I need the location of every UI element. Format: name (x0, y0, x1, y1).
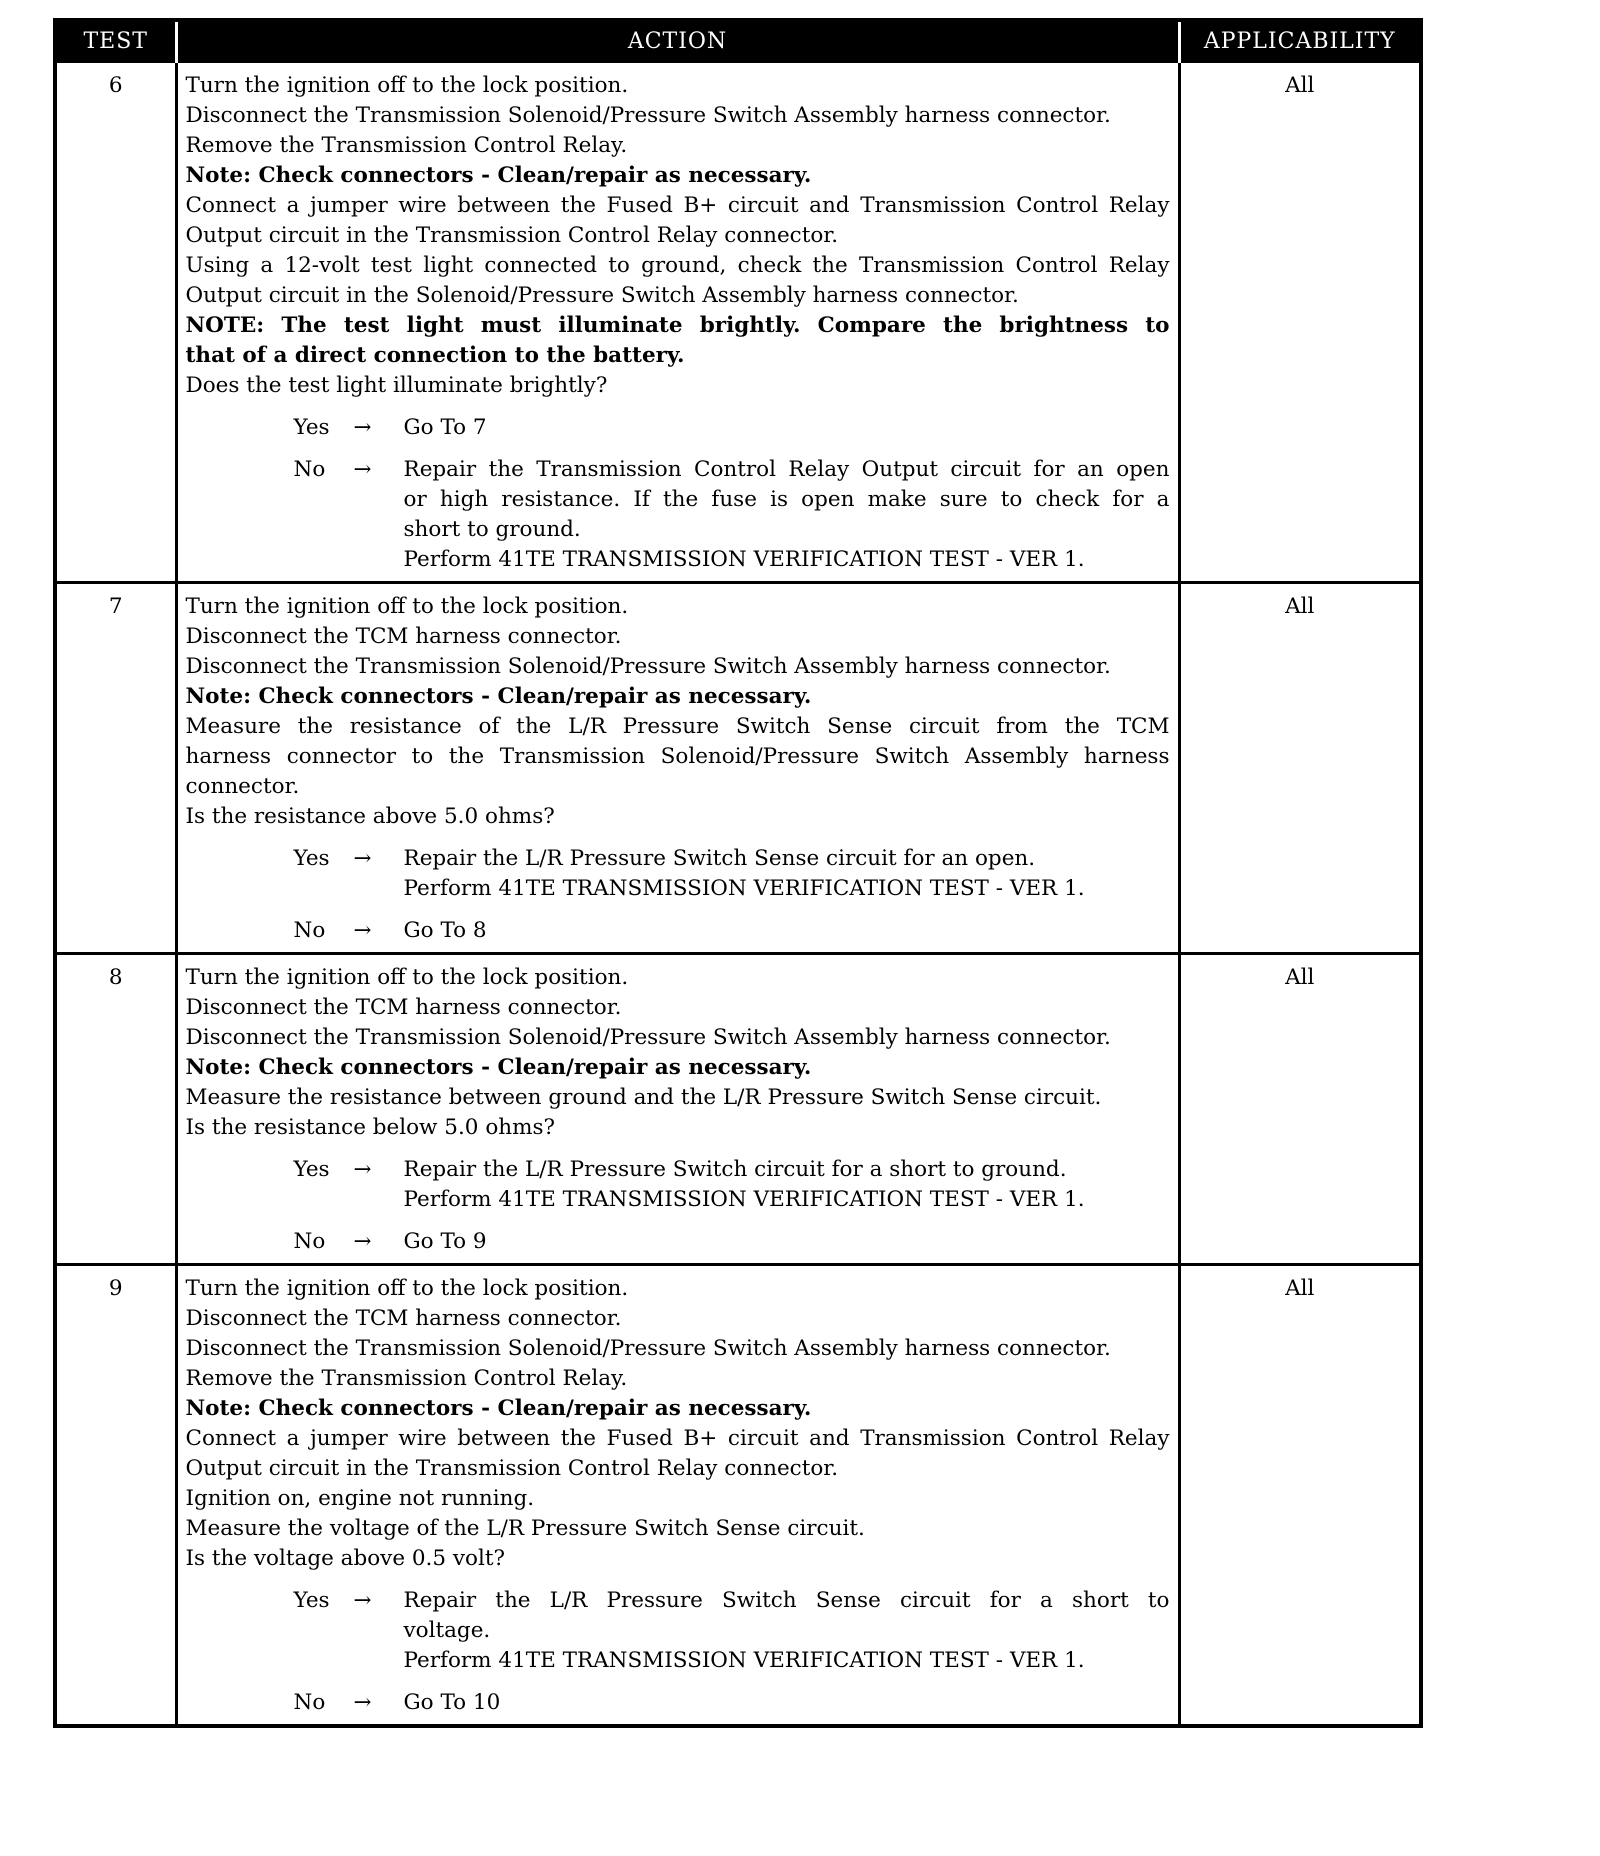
answer-text: Repair the L/R Pressure Switch Sense circuit for an open. (403, 846, 1036, 871)
arrow-right-icon: → (353, 846, 372, 871)
header-row (55, 20, 1421, 62)
action-step: Ignition on, engine not running. (185, 1486, 535, 1511)
action-step: Remove the Transmission Control Relay. (185, 133, 628, 158)
action-note: Note: Check connectors - Clean/repair as necessary. (185, 1396, 812, 1421)
applicability-cell: All (1179, 1265, 1421, 1727)
answer-body (404, 1688, 1170, 1718)
action-note: Note: Check connectors - Clean/repair as necessary. (185, 1055, 812, 1080)
answer-text: Perform 41TE TRANSMISSION VERIFICATION TEST - VER 1. (403, 547, 1085, 572)
answer-text: or high resistance. If the fuse is open make sure to check for a (403, 487, 1170, 512)
action-step: Measure the resistance of the L/R Pressure Switch Sense circuit from the TCM (185, 714, 1170, 739)
table-row (55, 954, 1421, 1265)
answer-text: Go To 8 (403, 918, 487, 943)
answer-label: No (293, 1690, 326, 1715)
answer-text: Go To 10 (403, 1690, 501, 1715)
answer-body (404, 916, 1170, 946)
action-note: NOTE: The test light must illuminate brightly. Compare the brightness to (185, 313, 1170, 338)
applicability-cell: All (1179, 954, 1421, 1265)
answer-no (294, 916, 1170, 946)
arrow-right-icon: → (353, 918, 372, 943)
answer-text: Perform 41TE TRANSMISSION VERIFICATION TEST - VER 1. (403, 876, 1085, 901)
action-step: Connect a jumper wire between the Fused B+ circuit and Transmission Control Relay (185, 1426, 1170, 1451)
action-cell (176, 583, 1179, 954)
table-row (55, 1265, 1421, 1727)
answer-body (404, 413, 1170, 443)
answer-text: Go To 9 (403, 1229, 487, 1254)
answer-text: voltage. (403, 1618, 491, 1643)
action-step: Measure the resistance between ground and the L/R Pressure Switch Sense circuit. (185, 1085, 1102, 1110)
action-step: Output circuit in the Transmission Control Relay connector. (185, 1456, 839, 1481)
answer-text: Go To 7 (403, 415, 487, 440)
test-number: 9 (55, 1265, 176, 1727)
answer-yes (294, 844, 1170, 904)
answer-text: Repair the Transmission Control Relay Output circuit for an open (403, 457, 1170, 482)
arrow-right-icon: → (353, 1588, 372, 1613)
answer-text: short to ground. (403, 517, 581, 542)
applicability-cell: All (1179, 62, 1421, 583)
arrow-right-icon: → (353, 1157, 372, 1182)
table-row (55, 62, 1421, 583)
arrow-right-icon: → (353, 415, 372, 440)
answer-text: Repair the L/R Pressure Switch circuit for a short to ground. (403, 1157, 1067, 1182)
action-step: Disconnect the Transmission Solenoid/Pressure Switch Assembly harness connector. (185, 1336, 1111, 1361)
answer-label: Yes (293, 415, 330, 440)
answer-yes (294, 413, 1170, 443)
action-cell (176, 1265, 1179, 1727)
header-applicability: APPLICABILITY (1179, 20, 1421, 62)
answer-no (294, 1688, 1170, 1718)
applicability-cell: All (1179, 583, 1421, 954)
action-note: Note: Check connectors - Clean/repair as necessary. (185, 163, 812, 188)
action-step: Using a 12-volt test light connected to ground, check the Transmission Control Relay (185, 253, 1170, 278)
table-header (55, 20, 1421, 62)
action-cell (176, 62, 1179, 583)
action-step: Output circuit in the Solenoid/Pressure Switch Assembly harness connector. (185, 283, 1019, 308)
answer-body (404, 455, 1170, 575)
action-step: Disconnect the Transmission Solenoid/Pressure Switch Assembly harness connector. (185, 654, 1111, 679)
answer-text: Perform 41TE TRANSMISSION VERIFICATION TEST - VER 1. (403, 1648, 1085, 1673)
answer-label: No (293, 918, 326, 943)
arrow-right-icon: → (353, 457, 372, 482)
test-number: 6 (55, 62, 176, 583)
answer-no (294, 1227, 1170, 1257)
action-step: Disconnect the TCM harness connector. (185, 624, 622, 649)
action-step: Output circuit in the Transmission Control Relay connector. (185, 223, 839, 248)
action-step: Is the voltage above 0.5 volt? (185, 1546, 506, 1571)
answer-text: Repair the L/R Pressure Switch Sense circuit for a short to (403, 1588, 1170, 1613)
header-action: ACTION (176, 20, 1179, 62)
action-step: Measure the voltage of the L/R Pressure Switch Sense circuit. (185, 1516, 865, 1541)
answer-body (404, 1586, 1170, 1676)
action-step: Disconnect the TCM harness connector. (185, 995, 622, 1020)
diagnostic-test-table (53, 18, 1423, 1728)
action-step: connector. (185, 774, 300, 799)
action-note: Note: Check connectors - Clean/repair as necessary. (185, 684, 812, 709)
action-step: Remove the Transmission Control Relay. (185, 1366, 628, 1391)
answer-label: Yes (293, 846, 330, 871)
answer-body (404, 1227, 1170, 1257)
answer-label: No (293, 457, 326, 482)
action-step: Disconnect the Transmission Solenoid/Pressure Switch Assembly harness connector. (185, 1025, 1111, 1050)
action-step: Does the test light illuminate brightly? (185, 373, 608, 398)
answer-yes (294, 1586, 1170, 1676)
answer-body (404, 844, 1170, 904)
test-number: 8 (55, 954, 176, 1265)
action-step: Disconnect the TCM harness connector. (185, 1306, 622, 1331)
answer-no (294, 455, 1170, 575)
action-step: Is the resistance above 5.0 ohms? (185, 804, 555, 829)
table-row (55, 583, 1421, 954)
action-step: Disconnect the Transmission Solenoid/Pressure Switch Assembly harness connector. (185, 103, 1111, 128)
answer-label: Yes (293, 1157, 330, 1182)
action-step: Turn the ignition off to the lock position. (185, 1276, 629, 1301)
header-test: TEST (55, 20, 176, 62)
table-body (55, 62, 1421, 1727)
action-step: Is the resistance below 5.0 ohms? (185, 1115, 556, 1140)
action-step: harness connector to the Transmission Solenoid/Pressure Switch Assembly harness (185, 744, 1170, 769)
action-step: Turn the ignition off to the lock position. (185, 594, 629, 619)
arrow-right-icon: → (353, 1690, 372, 1715)
action-step: Connect a jumper wire between the Fused B+ circuit and Transmission Control Relay (185, 193, 1170, 218)
answer-yes (294, 1155, 1170, 1215)
action-step: Turn the ignition off to the lock position. (185, 73, 629, 98)
answer-text: Perform 41TE TRANSMISSION VERIFICATION TEST - VER 1. (403, 1187, 1085, 1212)
action-cell (176, 954, 1179, 1265)
action-note: that of a direct connection to the battery. (185, 343, 685, 368)
arrow-right-icon: → (353, 1229, 372, 1254)
action-step: Turn the ignition off to the lock position. (185, 965, 629, 990)
test-number: 7 (55, 583, 176, 954)
answer-body (404, 1155, 1170, 1215)
answer-label: Yes (293, 1588, 330, 1613)
answer-label: No (293, 1229, 326, 1254)
